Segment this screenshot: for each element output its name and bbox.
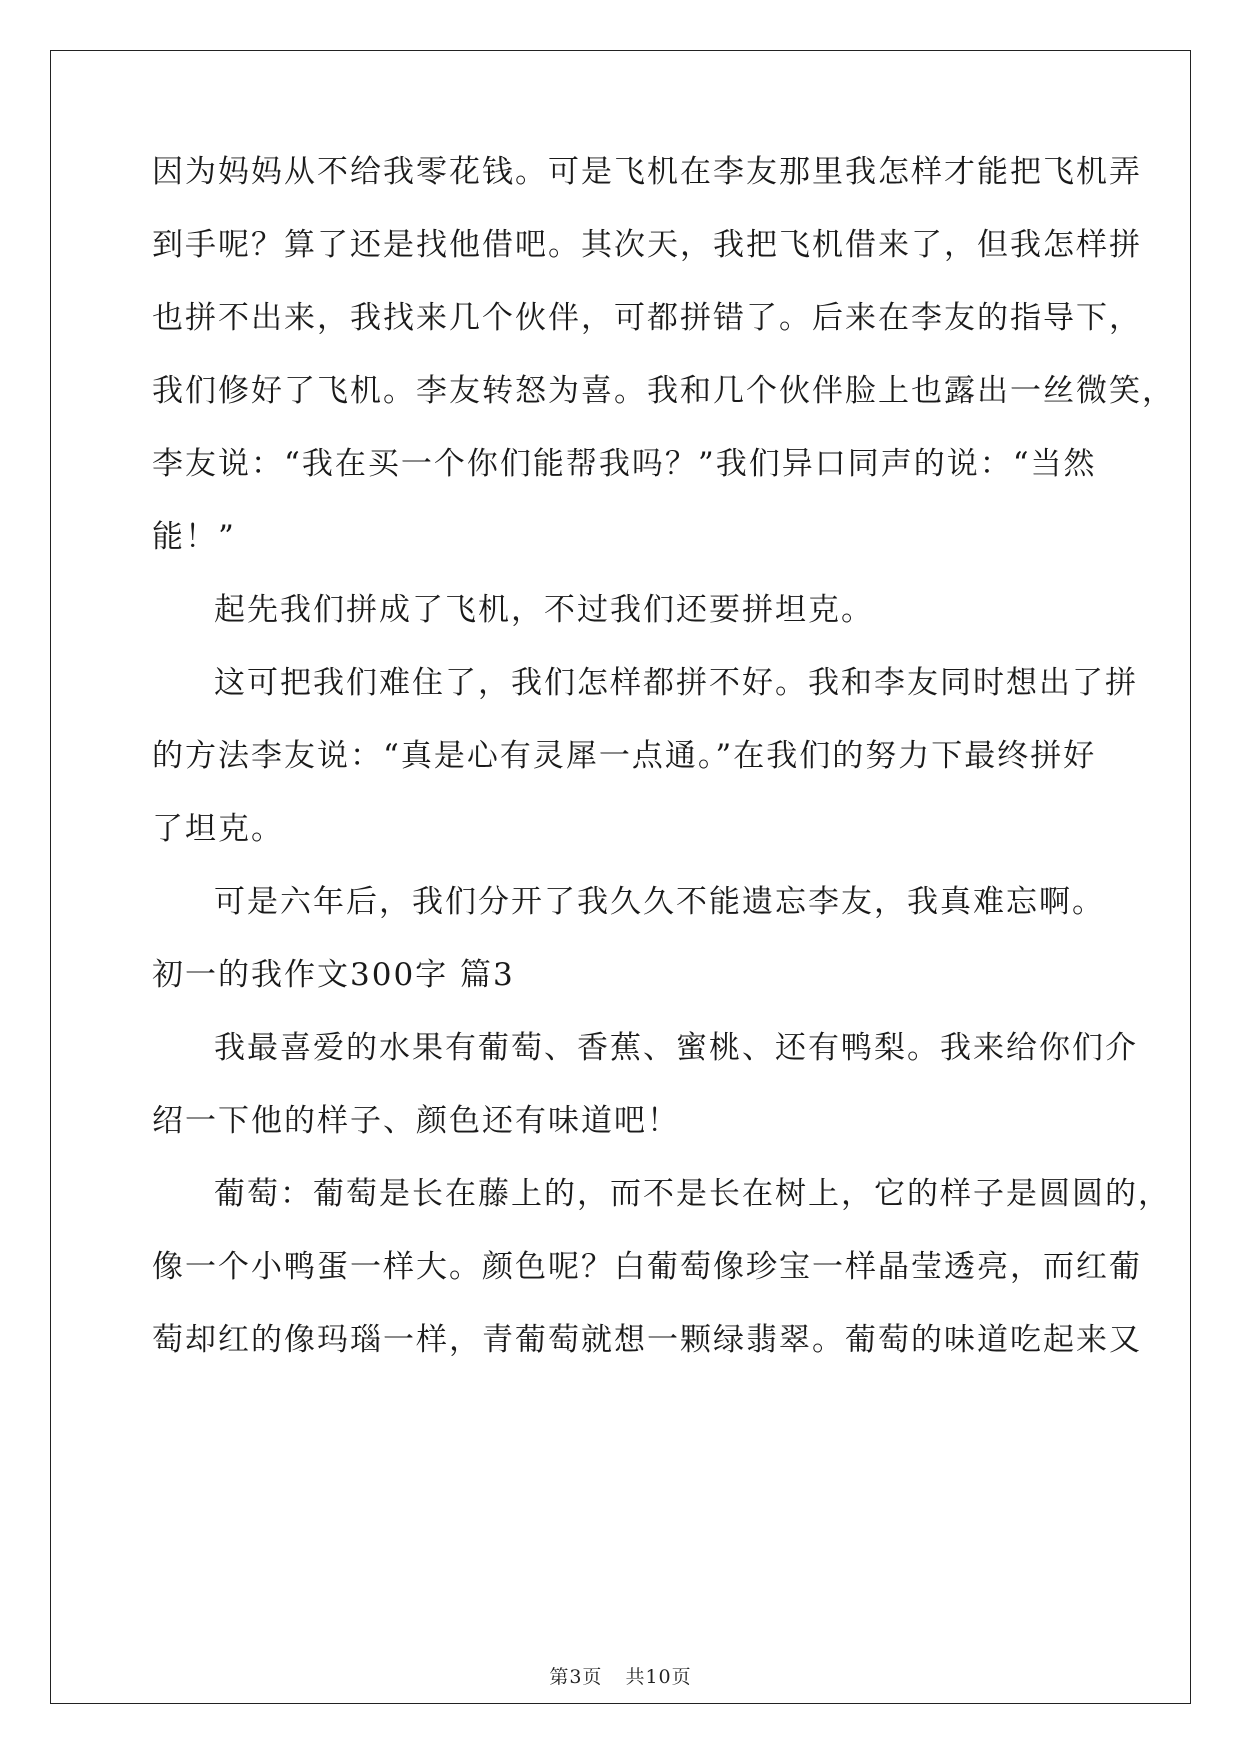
paragraph-line: 可是六年后，我们分开了我久久不能遗忘李友，我真难忘啊。 <box>214 884 1105 920</box>
text-line: 了坦克。 <box>152 811 284 847</box>
paragraph-line: 这可把我们难住了，我们怎样都拼不好。我和李友同时想出了拼 <box>214 665 1138 701</box>
section-heading: 初一的我作文300字 篇3 <box>152 957 515 993</box>
text-line: 像一个小鸭蛋一样大。颜色呢？白葡萄像珍宝一样晶莹透亮，而红葡 <box>152 1249 1142 1285</box>
paragraph-line: 起先我们拼成了飞机，不过我们还要拼坦克。 <box>214 592 874 628</box>
text-line: 绍一下他的样子、颜色还有味道吧！ <box>152 1103 680 1139</box>
text-line: 到手呢？算了还是找他借吧。其次天，我把飞机借来了，但我怎样拼 <box>152 227 1142 263</box>
text-line: 也拼不出来，我找来几个伙伴，可都拼错了。后来在李友的指导下， <box>152 300 1142 336</box>
text-line: 能！” <box>152 519 236 555</box>
text-line: 李友说：“我在买一个你们能帮我吗？”我们异口同声的说：“当然 <box>152 446 1097 482</box>
page-border <box>50 50 1191 1704</box>
paragraph-line: 我最喜爱的水果有葡萄、香蕉、蜜桃、还有鸭梨。我来给你们介 <box>214 1030 1138 1066</box>
page-number: 第3页 <box>549 1666 603 1688</box>
paragraph-line: 葡萄：葡萄是长在藤上的，而不是长在树上，它的样子是圆圆的， <box>214 1176 1171 1212</box>
page-total: 共10页 <box>625 1666 692 1688</box>
text-line: 的方法李友说：“真是心有灵犀一点通。”在我们的努力下最终拼好 <box>152 738 1097 774</box>
page-footer <box>0 1662 1241 1689</box>
text-line: 萄却红的像玛瑙一样，青葡萄就想一颗绿翡翠。葡萄的味道吃起来又 <box>152 1322 1142 1358</box>
text-line: 我们修好了飞机。李友转怒为喜。我和几个伙伴脸上也露出一丝微笑， <box>152 373 1175 409</box>
text-line: 因为妈妈从不给我零花钱。可是飞机在李友那里我怎样才能把飞机弄 <box>152 154 1142 190</box>
